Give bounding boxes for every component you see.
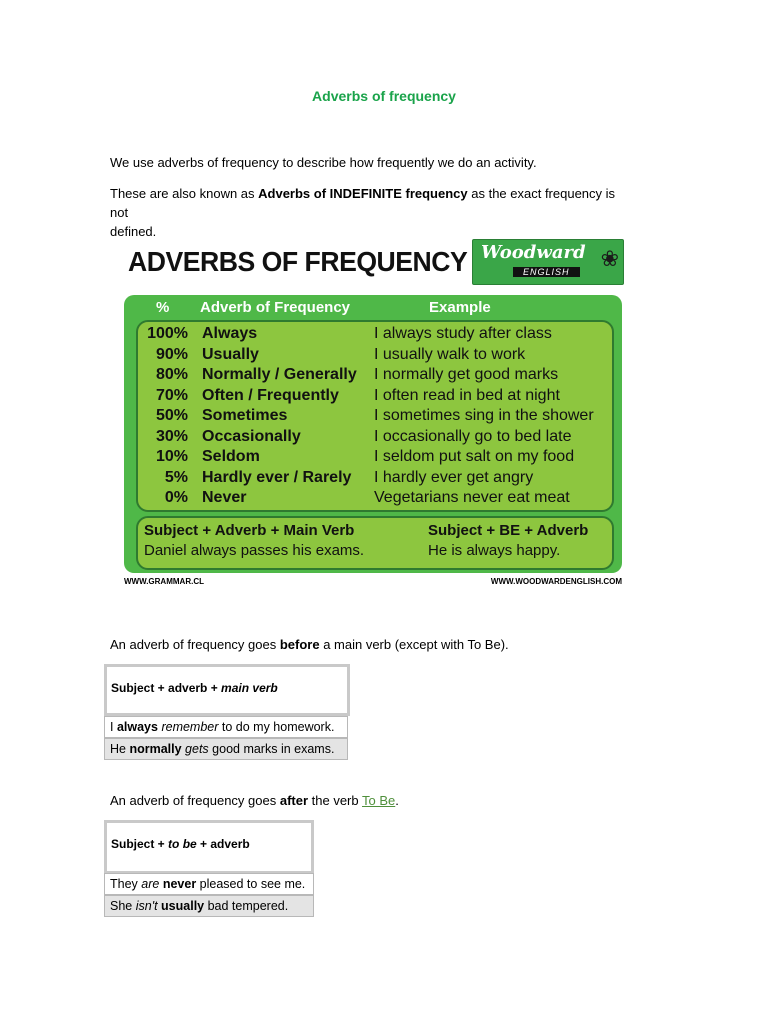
logo-sub: ENGLISH <box>513 267 580 277</box>
row-pct: 30% <box>155 427 188 445</box>
sentence-pre: An adverb of frequency goes <box>110 793 280 808</box>
row-pct: 5% <box>164 468 188 486</box>
table2-header-text <box>111 837 250 851</box>
sentence-post: . <box>395 793 399 808</box>
definition-line2: defined. <box>110 224 157 239</box>
table2-row <box>104 895 314 917</box>
definition-post: as the exact frequency is not <box>110 186 616 220</box>
cell-adverb: usually <box>161 899 205 913</box>
row-pct: 0% <box>164 489 188 506</box>
cell-rest: to do my homework. <box>218 720 335 734</box>
cell-adverb: always <box>116 720 158 734</box>
cell-a: He <box>110 742 130 756</box>
row-pct: 10% <box>155 448 188 465</box>
header-italic: to be <box>168 837 197 851</box>
frequency-row <box>138 469 612 489</box>
logo-word: Woodward <box>481 242 586 263</box>
definition-pre: These are also known as <box>110 186 259 201</box>
table1-header-text <box>111 681 278 695</box>
cell-adverb: normally <box>129 742 182 756</box>
row-example: I often read in bed at night <box>374 386 560 404</box>
cell-verb: gets <box>185 742 209 756</box>
frequency-row <box>138 448 612 468</box>
frequency-row <box>138 489 612 509</box>
definition-paragraph <box>110 184 630 241</box>
fern-icon: ❀ <box>600 246 619 271</box>
after-verb-sentence <box>110 791 399 810</box>
row-pct: 90% <box>155 345 188 363</box>
header-pct: % <box>156 299 170 316</box>
header-tail: + adverb <box>196 837 250 851</box>
cell-verb: remember <box>161 720 219 734</box>
row-example: I normally get good marks <box>374 366 559 383</box>
header-plain: Subject + <box>111 837 169 851</box>
table2-row <box>104 873 314 895</box>
rule-left-title: Subject + Adverb + Main Verb <box>144 522 355 539</box>
row-adverb: Seldom <box>202 448 260 465</box>
table1-row <box>104 738 348 760</box>
table1-header <box>104 664 350 716</box>
row-pct: 80% <box>155 366 188 383</box>
row-adverb: Hardly ever / Rarely <box>202 468 352 486</box>
header-adverb: Adverb of Frequency <box>200 299 351 316</box>
row-pct: 50% <box>155 407 188 424</box>
cell-rest: pleased to see me. <box>196 877 306 891</box>
cell-verb: are <box>141 877 160 891</box>
sentence-pre: An adverb of frequency goes <box>110 637 280 652</box>
rule-left-example: Daniel always passes his exams. <box>144 542 365 559</box>
sentence-bold: after <box>279 793 309 808</box>
to-be-link[interactable]: To Be <box>362 793 396 808</box>
intro-paragraph: We use adverbs of frequency to describe how frequently we do an activity. <box>110 155 537 170</box>
cell-a: They <box>110 877 142 891</box>
frequency-row <box>138 428 612 448</box>
row-adverb: Usually <box>202 345 259 363</box>
cell-a: She <box>110 899 136 913</box>
row-adverb: Occasionally <box>202 427 301 445</box>
url-woodward: WWW.WOODWARDENGLISH.COM <box>490 577 622 586</box>
frequency-table <box>136 320 614 512</box>
row-adverb: Often / Frequently <box>202 386 339 404</box>
rule-box <box>136 516 614 570</box>
row-adverb: Normally / Generally <box>202 366 357 383</box>
row-example: Vegetarians never eat meat <box>374 489 570 506</box>
frequency-row <box>138 325 612 345</box>
row-example: I usually walk to work <box>374 345 526 363</box>
frequency-row <box>138 407 612 427</box>
definition-bold: Adverbs of INDEFINITE frequency <box>258 186 468 201</box>
row-example: I sometimes sing in the shower <box>374 407 594 424</box>
cell-rest: bad tempered. <box>204 899 289 913</box>
row-example: I always study after class <box>374 325 552 342</box>
row-adverb: Always <box>202 325 258 342</box>
sentence-post: a main verb (except with To Be). <box>319 637 509 652</box>
cell-rest: good marks in exams. <box>208 742 335 756</box>
table2-header <box>104 820 314 874</box>
cell-adverb: never <box>162 877 197 891</box>
rule-right-example: He is always happy. <box>428 542 561 559</box>
row-example: I occasionally go to bed late <box>374 427 572 445</box>
row-example: I hardly ever get angry <box>374 468 534 486</box>
row-adverb: Never <box>202 489 247 506</box>
woodward-logo <box>472 239 624 285</box>
rule-right-title: Subject + BE + Adverb <box>428 522 589 539</box>
before-verb-sentence <box>110 635 509 654</box>
sentence-bold: before <box>279 637 320 652</box>
frequency-row <box>138 366 612 386</box>
infographic-title: ADVERBS OF FREQUENCY <box>128 246 468 277</box>
header-italic: main verb <box>221 681 278 695</box>
row-pct: 70% <box>155 386 188 404</box>
frequency-infographic <box>120 236 628 588</box>
row-adverb: Sometimes <box>202 407 288 424</box>
header-example: Example <box>429 299 491 316</box>
cell-a: I <box>110 720 117 734</box>
frequency-row <box>138 346 612 366</box>
frequency-row <box>138 387 612 407</box>
row-pct: 100% <box>147 325 188 342</box>
table1-row <box>104 716 348 738</box>
page-title: Adverbs of frequency <box>312 88 456 104</box>
url-grammar: WWW.GRAMMAR.CL <box>124 577 204 586</box>
frequency-panel <box>124 295 622 573</box>
header-plain: Subject + adverb + <box>111 681 222 695</box>
cell-verb: isn't <box>135 899 158 913</box>
sentence-mid: the verb <box>308 793 362 808</box>
row-example: I seldom put salt on my food <box>374 448 575 465</box>
